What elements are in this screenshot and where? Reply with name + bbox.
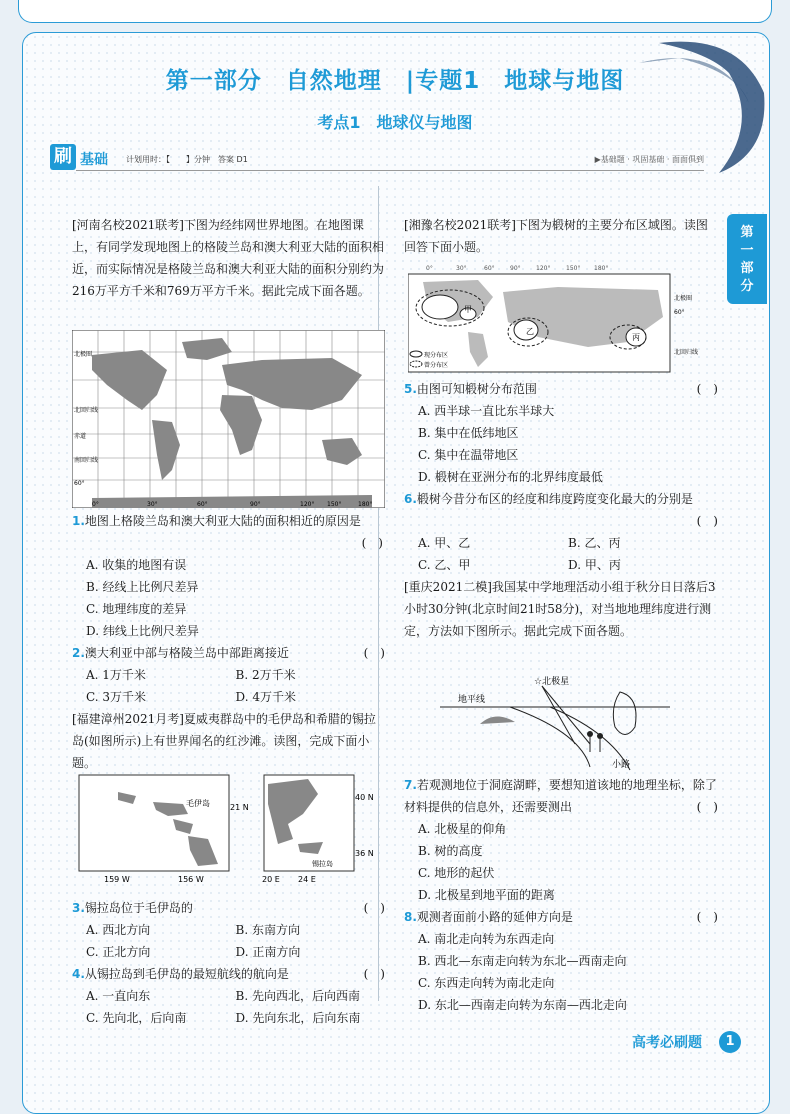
map3-label: 丙 (632, 333, 640, 342)
option: D. 纬线上比例尺差异 (86, 624, 199, 638)
map2-label: 156 W (178, 875, 204, 884)
header-divider (76, 170, 704, 171)
map2-label: 159 W (104, 875, 130, 884)
map1-tick: 30° (147, 501, 158, 508)
map1-tick: 180° (358, 501, 373, 508)
top-strip (18, 0, 772, 23)
option: B. 树的高度 (418, 844, 483, 858)
option: B. 西北—东南走向转为东北—西南走向 (418, 954, 627, 968)
section-label: 基础 (80, 152, 108, 168)
map3-label: 60° (674, 309, 685, 316)
legend-now: 现分布区 (424, 352, 449, 359)
right-column (404, 214, 718, 258)
option: C. 地理纬度的差异 (86, 602, 187, 616)
map3-tick: 0° (426, 265, 433, 272)
question-1: 1.地图上格陵兰岛和澳大利亚大陆的面积相近的原因是 (72, 514, 361, 528)
option: A. 西半球一直比东半球大 (418, 404, 555, 418)
option: A. 北极星的仰角 (418, 822, 507, 836)
intro-2: [福建漳州2021月考]夏威夷群岛中的毛伊岛和希腊的锡拉岛(如图所示)上有世界闻名的红沙滩。读图，完成下面小题。 (72, 712, 376, 770)
question-2: 2.澳大利亚中部与格陵兰岛中部距离接近 ( ) (72, 646, 385, 660)
option: D. 北极星到地平面的距离 (418, 888, 555, 902)
book-title: 高考必刷题 (632, 1035, 702, 1051)
question-3: 3.锡拉岛位于毛伊岛的 ( ) (72, 901, 385, 915)
island-maps-figure (78, 774, 378, 886)
map3-tick: 150° (566, 265, 581, 272)
question-6: 6.椴树今昔分布区的经度和纬度跨度变化最大的分别是 (404, 492, 693, 506)
map3-tick: 120° (536, 265, 551, 272)
option: A. 南北走向转为东西走向 (418, 932, 555, 946)
fig4-label: 小路 (612, 760, 631, 770)
side-tab: 第 一 部 分 (727, 214, 767, 304)
plan-time: 计划用时：【 】分钟 答案 D1 (126, 155, 248, 164)
left-questions-a (72, 510, 385, 774)
option: C. 东西走向转为南北走向 (418, 976, 555, 990)
answer-paren: ( ) (696, 514, 718, 528)
map1-label: 北回归线 (74, 407, 99, 414)
right-questions-a (404, 378, 718, 642)
map2-label: 36 N (355, 849, 374, 858)
option: C. 地形的起伏 (418, 866, 495, 880)
option: B. 集中在低纬地区 (418, 426, 519, 440)
map2-label: 24 E (298, 875, 316, 884)
intro-3: [湘豫名校2021联考]下图为椴树的主要分布区域图。读图回答下面小题。 (404, 218, 708, 254)
map3-label: 北极圈 (674, 295, 693, 302)
options-row: C. 乙、甲 D. 甲、丙 (418, 558, 621, 572)
question-4: 4.从锡拉岛到毛伊岛的最短航线的航向是 ( ) (72, 967, 385, 981)
map2-label: 21 N (230, 803, 249, 812)
map3-tick: 60° (484, 265, 495, 272)
section-header (50, 141, 704, 175)
map1-label: 北极圈 (74, 351, 93, 358)
question-8: 8.观测者面前小路的延伸方向是 ( ) (404, 910, 718, 924)
option: B. 经线上比例尺差异 (86, 580, 199, 594)
map1-tick: 150° (327, 501, 342, 508)
options-row: C. 正北方向 D. 正南方向 (86, 945, 301, 959)
question-7: 7.若观测地位于洞庭湖畔，要想知道该地的地理坐标，除了材料提供的信息外，还需要测出 ( ) (404, 778, 718, 814)
fig4-label: 地平线 (458, 695, 486, 705)
right-questions-b (404, 774, 718, 1016)
option: A. 收集的地图有误 (86, 558, 187, 572)
map2-label: 毛伊岛 (186, 799, 210, 808)
question-5: 5.由图可知椴树分布范围 ( ) (404, 382, 718, 396)
map1-tick: 60° (197, 501, 208, 508)
intro-4: [重庆2021二模]我国某中学地理活动小组于秋分日日落后3小时30分钟(北京时间21时58分)，对当地地理纬度进行测定，方法如下图所示。据此完成下面各题。 (404, 580, 716, 638)
map2-label: 40 N (355, 793, 374, 802)
map2-label: 20 E (262, 875, 280, 884)
map3-tick: 180° (594, 265, 609, 272)
fig4-label: ☆北极星 (534, 677, 570, 687)
left-questions-b (72, 897, 385, 1029)
map3-tick: 90° (510, 265, 521, 272)
page-number: 1 (719, 1031, 741, 1053)
polaris-observation-figure (440, 672, 670, 772)
map1-tick: 90° (250, 501, 261, 508)
map1-label: 赤道 (74, 433, 87, 440)
option: D. 东北—西南走向转为东南—西北走向 (418, 998, 627, 1012)
options-row: C. 先向北，后向南 D. 先向东北，后向东南 (86, 1011, 361, 1025)
left-column (72, 214, 385, 302)
world-map-figure (72, 330, 385, 508)
map1-label: 南回归线 (74, 457, 99, 464)
legend-past: 曾分布区 (424, 362, 449, 369)
options-row: A. 一直向东 B. 先向西北，后向西南 (86, 989, 360, 1003)
map1-tick: 0° (92, 501, 99, 508)
options-row: A. 1万千米 B. 2万千米 (86, 668, 296, 682)
page-title: 第一部分 自然地理 |专题1 地球与地图 (165, 68, 625, 94)
intro-1: [河南名校2021联考]下图为经纬网世界地图。在地图课上，有同学发现地图上的格陵兰岛和澳大利亚大陆的面积相近，而实际情况是格陵兰岛和澳大利亚大陆的面积分别约为216万平方千米和769万平方千米。据此完成下面各题。 (72, 218, 385, 298)
linden-distribution-figure (408, 262, 708, 374)
option: D. 椴树在亚洲分布的北界纬度最低 (418, 470, 603, 484)
map2-label: 锡拉岛 (312, 860, 333, 868)
map3-label: 乙 (526, 327, 534, 336)
map1-tick: 120° (300, 501, 315, 508)
page-subtitle: 考点1 地球仪与地图 (317, 113, 473, 132)
options-row: A. 甲、乙 B. 乙、丙 (418, 536, 621, 550)
map1-label: 60° (74, 480, 85, 487)
answer-paren: ( ) (361, 536, 383, 550)
shua-badge: 刷 (50, 144, 76, 170)
option: C. 集中在温带地区 (418, 448, 519, 462)
map3-tick: 30° (456, 265, 467, 272)
section-tag: ▶基础题 · 巩固基础 · 面面俱到 (594, 155, 704, 164)
map3-label: 北回归线 (674, 349, 699, 356)
options-row: A. 西北方向 B. 东南方向 (86, 923, 300, 937)
options-row: C. 3万千米 D. 4万千米 (86, 690, 296, 704)
map3-label: 甲 (464, 305, 472, 314)
